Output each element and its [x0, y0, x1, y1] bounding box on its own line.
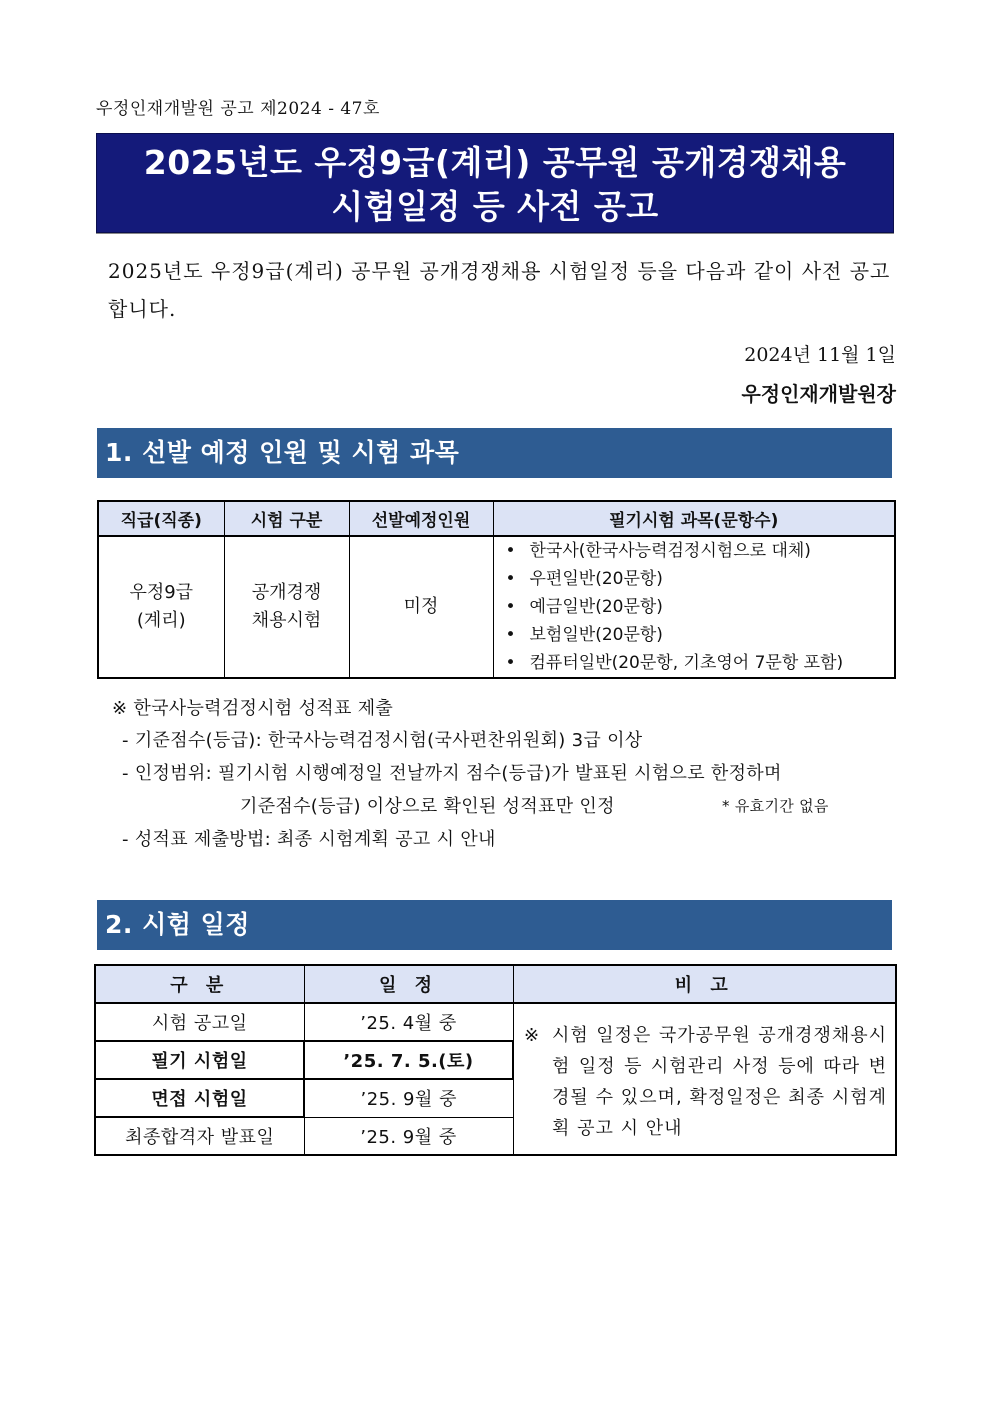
recruitment-table [97, 500, 896, 679]
title-underline [96, 233, 894, 234]
headcount-cell: 미정 [349, 536, 493, 678]
subject-list [504, 537, 895, 677]
schedule-label: 시험 공고일 [95, 1003, 304, 1041]
section-1-heading: 1. 선발 예정 인원 및 시험 과목 [97, 428, 892, 478]
grade-cell [98, 536, 224, 678]
grade-line-2: (계리) [136, 610, 186, 631]
table-header-row [98, 501, 895, 536]
document-number: 우정인재개발원 공고 제2024 - 47호 [96, 99, 380, 119]
notes-line-2: - 인정범위: 필기시험 시행예정일 전날까지 점수(등급)가 발표된 시험으로 한정하며 [122, 763, 782, 784]
remark-mark: ※ [524, 1025, 541, 1046]
col-header-grade: 직급(직종) [98, 501, 224, 536]
grade-line-1: 우정9급 [129, 582, 194, 603]
col-header-category: 구 분 [95, 965, 304, 1003]
list-item: • 컴퓨터일반(20문항, 기초영어 7문항 포함) [504, 649, 895, 677]
list-item: • 예금일반(20문항) [504, 593, 895, 621]
exam-type-line-2: 채용시험 [251, 610, 322, 631]
schedule-date: ’25. 4월 중 [304, 1003, 513, 1041]
table-row [95, 1003, 896, 1041]
schedule-date: ’25. 7. 5.(토) [304, 1041, 513, 1079]
list-item: • 우편일반(20문항) [504, 565, 895, 593]
schedule-date: ’25. 9월 중 [304, 1079, 513, 1117]
col-header-remarks: 비 고 [513, 965, 896, 1003]
col-header-headcount: 선발예정인원 [349, 501, 493, 536]
section-2-heading: 2. 시험 일정 [97, 900, 892, 950]
announcement-date: 2024년 11월 1일 [744, 344, 896, 366]
table-header-row [95, 965, 896, 1003]
notes-line-4: - 성적표 제출방법: 최종 시험계획 공고 시 안내 [122, 829, 496, 850]
notes-title: ※ 한국사능력검정시험 성적표 제출 [112, 698, 394, 719]
schedule-label: 면접 시험일 [95, 1079, 304, 1117]
exam-type-cell [224, 536, 349, 678]
col-header-subjects: 필기시험 과목(문항수) [493, 501, 895, 536]
col-header-exam-type: 시험 구분 [224, 501, 349, 536]
subjects-cell [493, 536, 895, 678]
intro-paragraph: 2025년도 우정9급(계리) 공무원 공개경쟁채용 시험일정 등을 다음과 같이 사전 공고합니다. [108, 259, 891, 321]
schedule-label: 최종합격자 발표일 [95, 1117, 304, 1155]
list-item: • 한국사(한국사능력검정시험으로 대체) [504, 537, 895, 565]
col-header-schedule: 일 정 [304, 965, 513, 1003]
title-banner [96, 133, 894, 233]
remark-text: 시험 일정은 국가공무원 공개경쟁채용시험 일정 등 시험관리 사정 등에 따라 변경될 수 있으며, 확정일정은 최종 시험계획 공고 시 안내 [552, 1025, 887, 1139]
schedule-table [94, 964, 897, 1156]
schedule-label: 필기 시험일 [95, 1041, 304, 1079]
notes-line-3: 기준점수(등급) 이상으로 확인된 성적표만 인정 [240, 796, 615, 817]
title-line-1: 2025년도 우정9급(계리) 공무원 공개경쟁채용 [143, 143, 847, 182]
remarks-cell [513, 1003, 896, 1155]
notes-validity-note: * 유효기간 없음 [722, 797, 829, 815]
issuer-name: 우정인재개발원장 [741, 382, 896, 406]
list-item: • 보험일반(20문항) [504, 621, 895, 649]
schedule-date: ’25. 9월 중 [304, 1117, 513, 1155]
notes-line-1: - 기준점수(등급): 한국사능력검정시험(국사편찬위원회) 3급 이상 [122, 730, 643, 751]
exam-type-line-1: 공개경쟁 [251, 582, 322, 603]
title-line-2: 시험일정 등 사전 공고 [331, 187, 659, 226]
table-row [98, 536, 895, 678]
